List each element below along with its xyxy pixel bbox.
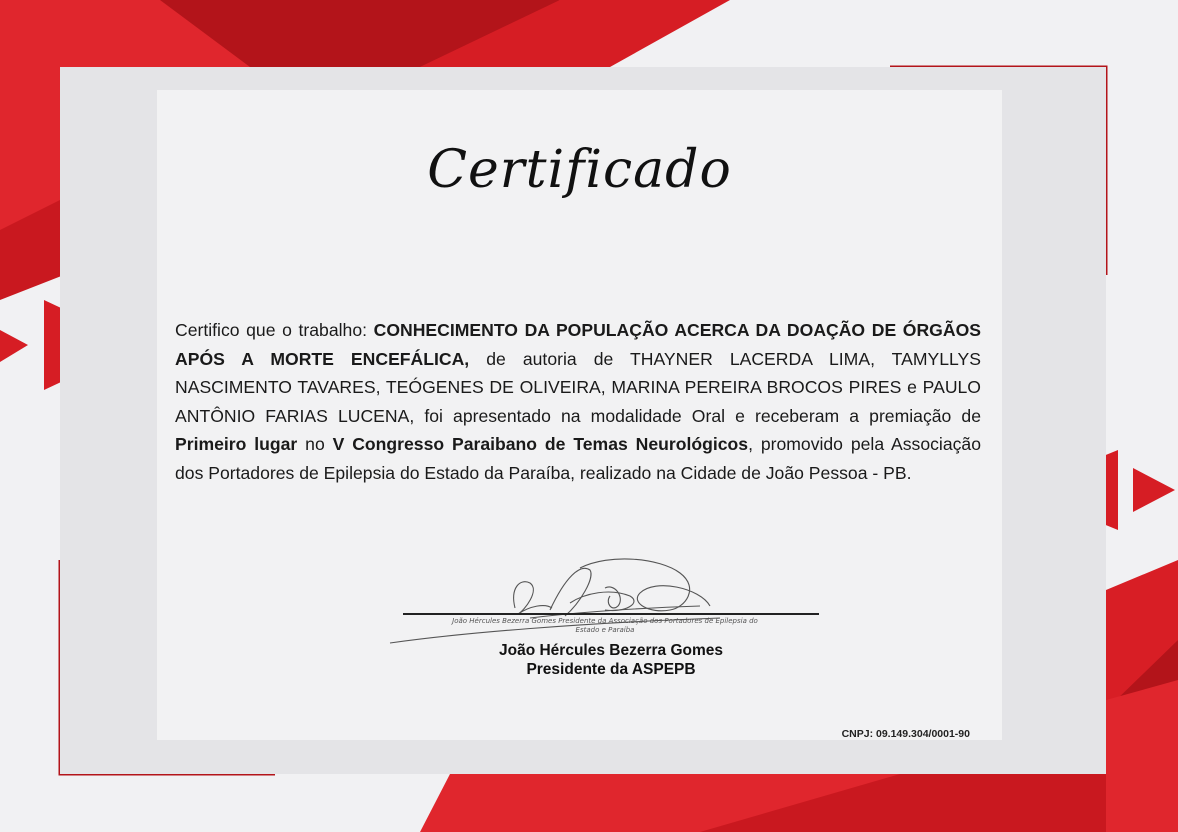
certificate-title: Certificado <box>427 140 732 200</box>
body-segment: Certifico que o trabalho: <box>175 320 374 340</box>
award-place: Primeiro lugar <box>175 434 298 454</box>
signer-name: João Hércules Bezerra Gomes <box>499 642 723 659</box>
body-segment: , promovido pela Associação dos Portadores de Epilepsia do Estado da Paraíba, realizado na Cidade de João Pessoa - PB. <box>175 434 981 483</box>
certificate-body <box>175 316 981 487</box>
congress-name: V Congresso Paraibano de Temas Neurológicos <box>332 434 749 454</box>
signature-stamp: João Hércules Bezerra Gomes Presidente da Associação dos Portadores de Epilepsia do Estado e Paraíba <box>452 617 758 634</box>
signature-line <box>403 613 819 615</box>
cnpj-label: CNPJ: 09.149.304/0001-90 <box>841 728 970 740</box>
signer-block <box>403 641 819 679</box>
body-segment: de autoria de THAYNER LACERDA LIMA, TAMYLLYS NASCIMENTO TAVARES, TEÓGENES DE OLIVEIRA, MARINA PEREIRA BROCOS PIRES e PAULO ANTÔNIO FARIAS LUCENA, foi apresentado na modalidade Oral e receberam a premiação de <box>175 348 981 426</box>
body-segment: no <box>297 434 333 454</box>
work-title: CONHECIMENTO DA POPULAÇÃO ACERCA DA DOAÇÃO DE ÓRGÃOS APÓS A MORTE ENCEFÁLICA, <box>175 320 981 369</box>
signer-role: Presidente da ASPEPB <box>526 661 696 678</box>
